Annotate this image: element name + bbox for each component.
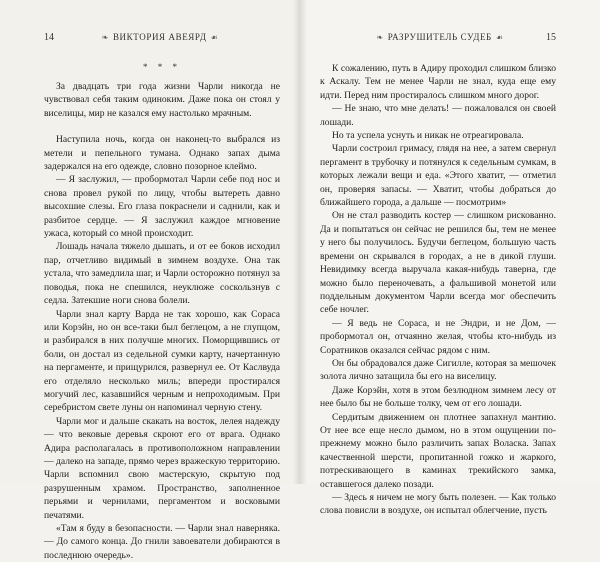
ornament-icon: ❧ bbox=[101, 32, 109, 42]
paragraph: Он не стал разводить костер — слишком рискованно. Да и попытаться он сейчас не решился бы, тем не менее у него бы получилось. Будучи беглецом, большую часть времени он скрывался в городах, а не в дикой глуши. Невидимку всегда выручала какая-нибудь таверна, где можно было переночевать, а фальшивой монетой или поддельным документом Чарли всегда мог обеспечить себе ночлег. bbox=[320, 210, 556, 316]
right-page-text bbox=[320, 62, 556, 518]
paragraph: Даже Корэйн, хотя в этом безлюдном зимнем лесу от нее было бы не больше толку, чем от его лошади. bbox=[320, 384, 556, 410]
paragraph: — Не знаю, что мне делать! — пожаловался он своей лошади. bbox=[320, 103, 556, 128]
ornament-icon: ☙ bbox=[495, 32, 504, 42]
page-number: 14 bbox=[44, 31, 54, 43]
paragraph: Чарли знал карту Варда не так хорошо, как Сораса или Корэйн, но он все-таки был беглецом, а не глупцом, и разбирался в них получше многих. Поморщившись от боли, он достал из седельной сумки карту, начертанную на пергаменте, и прищурился, развернул ее. От Каслвуда его отделяло несколько миль; впереди простирался могучий лес, казавшийся черным и непроходимым. При серебристом свете луны он напоминал черную стену. bbox=[44, 308, 280, 414]
paragraph: «Там я буду в безопасности. — Чарли знал наверняка. — До самого конца. До гнили завоеватели добираются в последнюю очередь». bbox=[44, 523, 280, 561]
right-page-header bbox=[320, 30, 556, 44]
right-page bbox=[300, 0, 600, 517]
left-page bbox=[0, 0, 300, 561]
paragraph: Он бы обрадовался даже Сигилле, которая за мешочек золота лично затащила бы его на виселицу. bbox=[320, 357, 556, 383]
paragraph: Но та успела уснуть и никак не отреагировала. bbox=[332, 130, 524, 142]
paragraph: За двадцать три года жизни Чарли никогда не чувствовал себя таким одиноким. Даже пока он стоял у виселицы, мир не казался ему настолько мрачным. bbox=[44, 81, 280, 119]
paragraph: Наступила ночь, когда он наконец-то выбрался из метели и пепельного тумана. Однако запах дыма задержался на его одежде, словно позорное клеймо. bbox=[44, 134, 280, 173]
paragraph: Лошадь начала тяжело дышать, и от ее боков исходил пар, отчетливо видимый в зимнем воздухе. Она так устала, что замедлила шаг, и Чарли осторожно потянул за поводья, пока не спешился, неуклюже соскользнув с седла. Затекшие ноги снова болели. bbox=[44, 241, 280, 307]
running-head bbox=[376, 32, 503, 42]
paragraph: Чарли состроил гримасу, глядя на нее, а затем свернул пергамент в трубочку и потянулся к седельным сумкам, в которых лежали вещи и еда. «Этого хватит, — отметил он, проверяя запасы. — Хватит, чтобы добраться до ближайшего города, а дальше — посмотрим» bbox=[320, 143, 556, 209]
ornament-icon: ☙ bbox=[210, 32, 219, 42]
page-number: 15 bbox=[546, 31, 556, 43]
section-separator: * * * bbox=[143, 62, 181, 72]
running-head bbox=[102, 32, 219, 42]
left-page-text bbox=[44, 80, 280, 562]
paragraph: — Я заслужил, — пробормотал Чарли себе под нос и снова провел рукой по лицу, чтобы вытереть давно высохшие слезы. Его глаза покраснели и саднили, как и разбитое сердце. — Я заслужил каждое мгновение ужаса, который со мной происходит. bbox=[44, 174, 280, 240]
running-head-text: ВИКТОРИЯ АВЕЯРД bbox=[112, 32, 207, 42]
paragraph: Чарли мог и дальше скакать на восток, лелея надежду — что вековые деревья скроют его от врага. Однако Адира располагалась в противоположном направлении — далеко на западе, прямо через вражескую территорию. Чарли вспомнил свою мастерскую, скрытую под разрушенным храмом. Пространство, заполненное перьями и чернилами, пергаментом и восковыми печатями. bbox=[44, 415, 280, 521]
paragraph: Сердитым движением он плотнее запахнул мантию. От нее все еще несло дымом, но в этом ощущении по-прежнему можно было различить запах Воласка. Запах качественной шерсти, пропитанной гожко и жаркого, потрескивающего в каминах трекийского замка, оставшегося далеко позади. bbox=[320, 411, 556, 490]
left-page-header bbox=[44, 30, 280, 44]
paragraph: — Я ведь не Сораса, и не Эндри, и не Дом, — пробормотал он, отчаянно желая, чтобы кто-нибудь из Соратников оказался сейчас рядом с ним. bbox=[320, 317, 556, 356]
ornament-icon: ❧ bbox=[376, 32, 384, 42]
paragraph: — Здесь я ничем не могу быть полезен. — Как только слова повисли в воздухе, он испытал облегчение, пусть bbox=[320, 492, 556, 517]
running-head-text: РАЗРУШИТЕЛЬ СУДЕБ bbox=[387, 32, 492, 42]
paragraph: К сожалению, путь в Адиру проходил слишком близко к Аскалу. Тем не менее Чарли не знал, куда еще ему идти. Перед ним простиралось слишком много дорог. bbox=[320, 63, 556, 101]
